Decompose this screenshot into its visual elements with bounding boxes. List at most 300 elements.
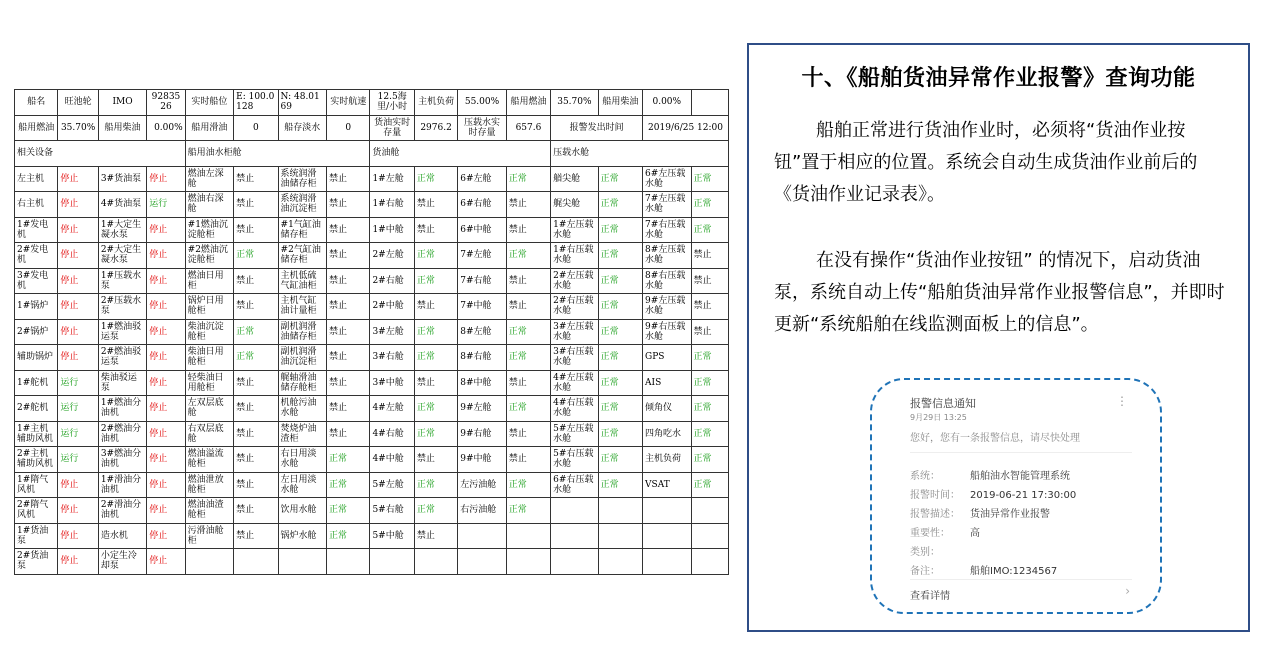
status-cell: [506, 549, 550, 575]
equipment-cell: #1燃油沉淀舱柜: [185, 217, 233, 243]
equipment-cell: 6#右舱: [458, 192, 506, 218]
header-cell: 55.00%: [458, 90, 506, 116]
status-cell: [598, 549, 642, 575]
equipment-cell: 燃油日用柜: [185, 268, 233, 294]
equipment-cell: 机舱污油水舱: [278, 396, 326, 422]
status-cell: [691, 498, 728, 524]
table-row: [15, 243, 729, 269]
header-cell: 实时船位: [185, 90, 233, 116]
status-cell: 正常: [598, 166, 642, 192]
status-cell: 正常: [598, 421, 642, 447]
equipment-cell: 9#右舱: [458, 421, 506, 447]
table-row: [15, 549, 729, 575]
status-cell: 禁止: [327, 166, 370, 192]
status-cell: 正常: [506, 472, 550, 498]
equipment-cell: 燃油右深舱: [185, 192, 233, 218]
status-cell: 正常: [691, 447, 728, 473]
status-cell: 正常: [414, 498, 457, 524]
table-row: [15, 319, 729, 345]
section-header: 相关设备: [15, 141, 186, 167]
panel-title: 十、《船舶货油异常作业报警》查询功能: [801, 66, 1196, 91]
equipment-cell: 1#隋气风机: [15, 472, 58, 498]
divider: [910, 452, 1132, 453]
divider: [910, 579, 1132, 580]
equipment-cell: 6#中舱: [458, 217, 506, 243]
status-cell: 正常: [327, 447, 370, 473]
equipment-cell: VSAT: [643, 472, 691, 498]
header-cell: 船名: [15, 90, 58, 116]
equipment-cell: 右污油舱: [458, 498, 506, 524]
table-row: [15, 498, 729, 524]
equipment-cell: 1#右压载水舱: [551, 243, 598, 269]
header-cell: 2976.2: [414, 115, 457, 141]
status-cell: 停止: [147, 472, 185, 498]
table-header-row: [15, 90, 729, 116]
status-cell: 停止: [147, 217, 185, 243]
equipment-cell: 锅炉水舱: [278, 523, 326, 549]
equipment-cell: 3#发电机: [15, 268, 58, 294]
section-header: 船用油水柜舱: [185, 141, 370, 167]
equipment-cell: 1#右舱: [370, 192, 414, 218]
status-cell: 禁止: [506, 447, 550, 473]
status-cell: 停止: [58, 243, 98, 269]
notification-time: 9月29日 13:25: [910, 413, 967, 422]
header-cell: 2019/6/25 12:00: [643, 115, 729, 141]
header-cell: 0: [327, 115, 370, 141]
table-row: [15, 396, 729, 422]
header-cell: 船用燃油: [506, 90, 550, 116]
status-cell: 停止: [147, 166, 185, 192]
equipment-cell: 8#右舱: [458, 345, 506, 371]
equipment-cell: 焚烧炉油渣柜: [278, 421, 326, 447]
equipment-cell: 柴油日用舱柜: [185, 345, 233, 371]
status-cell: [506, 523, 550, 549]
equipment-cell: 9#左舱: [458, 396, 506, 422]
equipment-cell: 系统润滑油沉淀柜: [278, 192, 326, 218]
equipment-cell: 燃油溢流舱柜: [185, 447, 233, 473]
equipment-cell: 1#发电机: [15, 217, 58, 243]
equipment-cell: 3#左压载水舱: [551, 319, 598, 345]
status-cell: 禁止: [327, 421, 370, 447]
status-cell: 停止: [58, 217, 98, 243]
status-cell: 禁止: [506, 217, 550, 243]
table-row: [15, 370, 729, 396]
equipment-cell: 8#左舱: [458, 319, 506, 345]
status-cell: 禁止: [327, 217, 370, 243]
status-cell: [327, 549, 370, 575]
equipment-cell: 1#舵机: [15, 370, 58, 396]
status-cell: 停止: [147, 498, 185, 524]
status-cell: 禁止: [234, 396, 278, 422]
equipment-cell: 倾角仪: [643, 396, 691, 422]
equipment-cell: 2#左压载水舱: [551, 268, 598, 294]
table-row: [15, 447, 729, 473]
equipment-cell: 1#大定生凝水泵: [98, 217, 146, 243]
header-cell: 船用滑油: [185, 115, 233, 141]
equipment-cell: 1#中舱: [370, 217, 414, 243]
equipment-cell: 5#中舱: [370, 523, 414, 549]
equipment-cell: 2#左舱: [370, 243, 414, 269]
equipment-cell: 8#右压载水舱: [643, 268, 691, 294]
status-cell: 禁止: [234, 268, 278, 294]
equipment-cell: 7#左压载水舱: [643, 192, 691, 218]
header-cell: 35.70%: [58, 115, 98, 141]
status-cell: 正常: [598, 370, 642, 396]
status-cell: 禁止: [327, 345, 370, 371]
header-cell: 船用柴油: [598, 90, 642, 116]
description-paragraph-2: 在没有操作“货油作业按钮” 的情况下，启动货油泵，系统自动上传“船舶货油异常作业报警信息”，并即时更新“系统船舶在线监测面板上的信息”。: [774, 250, 1225, 335]
status-cell: 停止: [147, 447, 185, 473]
status-cell: 正常: [234, 319, 278, 345]
equipment-cell: 辅助锅炉: [15, 345, 58, 371]
status-cell: 正常: [598, 319, 642, 345]
status-cell: [598, 498, 642, 524]
equipment-cell: 6#左舱: [458, 166, 506, 192]
equipment-cell: 1#左压载水舱: [551, 217, 598, 243]
chevron-right-icon[interactable]: ›: [1125, 584, 1130, 598]
status-cell: 正常: [506, 243, 550, 269]
equipment-cell: 小定生冷却泵: [98, 549, 146, 575]
status-cell: 正常: [414, 268, 457, 294]
equipment-cell: [458, 523, 506, 549]
header-cell: E: 100.0128: [234, 90, 278, 116]
status-cell: 禁止: [234, 421, 278, 447]
status-cell: 正常: [414, 243, 457, 269]
table-row: [15, 472, 729, 498]
status-cell: 正常: [691, 472, 728, 498]
equipment-cell: 4#左压载水舱: [551, 370, 598, 396]
equipment-cell: 4#中舱: [370, 447, 414, 473]
field-category: 类别：: [910, 547, 940, 558]
status-cell: 禁止: [327, 192, 370, 218]
header-cell: 主机负荷: [414, 90, 457, 116]
table-row: [15, 523, 729, 549]
status-cell: 禁止: [234, 166, 278, 192]
equipment-cell: 2#右压载水舱: [551, 294, 598, 320]
equipment-cell: 6#左压载水舱: [643, 166, 691, 192]
equipment-cell: 污滑油舱柜: [185, 523, 233, 549]
equipment-cell: 3#中舱: [370, 370, 414, 396]
header-cell: 报警发出时间: [551, 115, 643, 141]
equipment-cell: 副机润滑油沉淀柜: [278, 345, 326, 371]
status-cell: 禁止: [234, 523, 278, 549]
equipment-cell: 2#货油泵: [15, 549, 58, 575]
equipment-cell: 2#主机辅助风机: [15, 447, 58, 473]
status-cell: 停止: [58, 523, 98, 549]
equipment-cell: 艏尖舱: [551, 166, 598, 192]
equipment-cell: [551, 498, 598, 524]
field-alarm-time: 报警时间： 2019-06-21 17:30:00: [910, 490, 1077, 501]
status-cell: 禁止: [327, 294, 370, 320]
equipment-cell: 艉轴滑油储存舱柜: [278, 370, 326, 396]
notification-greeting: 您好，您有一条报警信息，请尽快处理: [910, 433, 1080, 444]
status-cell: 正常: [414, 421, 457, 447]
status-cell: 正常: [598, 217, 642, 243]
equipment-cell: 主机低硫气缸油柜: [278, 268, 326, 294]
status-cell: 停止: [147, 268, 185, 294]
equipment-cell: #2燃油沉淀舱柜: [185, 243, 233, 269]
header-cell: 船用燃油: [15, 115, 58, 141]
status-cell: 运行: [58, 370, 98, 396]
equipment-cell: 3#右压载水舱: [551, 345, 598, 371]
table-row: [15, 192, 729, 218]
status-cell: 正常: [506, 345, 550, 371]
equipment-cell: 7#右舱: [458, 268, 506, 294]
equipment-cell: [643, 523, 691, 549]
status-cell: 禁止: [691, 294, 728, 320]
status-cell: [691, 523, 728, 549]
status-cell: 停止: [147, 549, 185, 575]
status-cell: 正常: [691, 166, 728, 192]
equipment-cell: #1气缸油储存柜: [278, 217, 326, 243]
status-cell: 正常: [506, 396, 550, 422]
equipment-cell: 8#中舱: [458, 370, 506, 396]
status-cell: 正常: [598, 396, 642, 422]
status-cell: 停止: [147, 345, 185, 371]
alert-notification-card: [870, 378, 1162, 614]
equipment-cell: 2#燃油分油机: [98, 421, 146, 447]
header-cell: 实时航速: [327, 90, 370, 116]
status-cell: 禁止: [506, 370, 550, 396]
status-cell: 正常: [691, 396, 728, 422]
header-cell: 旺池轮: [58, 90, 98, 116]
table-row: [15, 217, 729, 243]
section-header: 压载水舱: [551, 141, 729, 167]
status-cell: 正常: [414, 319, 457, 345]
equipment-cell: 5#左舱: [370, 472, 414, 498]
status-cell: 停止: [58, 472, 98, 498]
description-paragraph-1: 船舶正常进行货油作业时，必须将“货油作业按钮”置于相应的位置。系统会自动生成货油作业前后的《货油作业记录表》。: [774, 120, 1198, 205]
equipment-cell: 1#左舱: [370, 166, 414, 192]
status-cell: 停止: [58, 345, 98, 371]
equipment-cell: 副机润滑油储存柜: [278, 319, 326, 345]
status-cell: 禁止: [327, 370, 370, 396]
field-remark: 备注： 船舶IMO:1234567: [910, 566, 1058, 577]
table-row: [15, 268, 729, 294]
status-cell: 停止: [58, 294, 98, 320]
status-cell: 正常: [414, 472, 457, 498]
header-cell: 0.00%: [643, 90, 691, 116]
table-row: [15, 166, 729, 192]
status-cell: 正常: [598, 243, 642, 269]
equipment-cell: 四角吃水: [643, 421, 691, 447]
equipment-cell: 4#右舱: [370, 421, 414, 447]
header-cell: 0.00%: [147, 115, 185, 141]
equipment-cell: 1#锅炉: [15, 294, 58, 320]
equipment-cell: 1#货油泵: [15, 523, 58, 549]
status-cell: 禁止: [414, 294, 457, 320]
header-cell: 9283526: [147, 90, 185, 116]
status-cell: 禁止: [234, 217, 278, 243]
equipment-cell: 5#右舱: [370, 498, 414, 524]
equipment-cell: 7#中舱: [458, 294, 506, 320]
equipment-cell: 右日用淡水舱: [278, 447, 326, 473]
equipment-cell: 柴油驳运泵: [98, 370, 146, 396]
equipment-cell: 燃油泄放舱柜: [185, 472, 233, 498]
status-cell: 正常: [598, 268, 642, 294]
status-cell: 禁止: [234, 294, 278, 320]
equipment-cell: [551, 523, 598, 549]
equipment-cell: 3#右舱: [370, 345, 414, 371]
status-cell: 正常: [327, 498, 370, 524]
more-vertical-icon[interactable]: ⋮: [1116, 394, 1128, 408]
equipment-cell: 系统润滑油储存柜: [278, 166, 326, 192]
equipment-cell: [278, 549, 326, 575]
equipment-cell: 1#燃油分油机: [98, 396, 146, 422]
equipment-cell: 燃油油渣舱柜: [185, 498, 233, 524]
equipment-cell: [551, 549, 598, 575]
status-cell: 正常: [414, 166, 457, 192]
equipment-cell: 右主机: [15, 192, 58, 218]
equipment-cell: GPS: [643, 345, 691, 371]
equipment-cell: 主机负荷: [643, 447, 691, 473]
table-row: [15, 421, 729, 447]
status-cell: 停止: [58, 319, 98, 345]
equipment-cell: 2#中舱: [370, 294, 414, 320]
equipment-cell: 3#货油泵: [98, 166, 146, 192]
status-cell: 停止: [58, 166, 98, 192]
status-cell: 正常: [691, 217, 728, 243]
status-cell: [691, 549, 728, 575]
status-cell: 禁止: [506, 268, 550, 294]
header-cell: 12.5海里/小时: [370, 90, 414, 116]
status-cell: 禁止: [691, 319, 728, 345]
header-cell: 压载水实时存量: [458, 115, 506, 141]
status-cell: 正常: [327, 472, 370, 498]
equipment-cell: 1#燃油驳运泵: [98, 319, 146, 345]
equipment-cell: #2气缸油储存柜: [278, 243, 326, 269]
header-cell: 货油实时存量: [370, 115, 414, 141]
equipment-cell: 8#左压载水舱: [643, 243, 691, 269]
view-details-link[interactable]: 查看详情: [910, 591, 950, 602]
status-cell: 正常: [598, 294, 642, 320]
field-system: 系统： 船舶油水智能管理系统: [910, 471, 1070, 482]
header-cell: [691, 90, 728, 116]
status-cell: 禁止: [414, 370, 457, 396]
equipment-cell: 2#燃油驳运泵: [98, 345, 146, 371]
equipment-cell: AIS: [643, 370, 691, 396]
ship-monitor-table: [14, 89, 729, 575]
status-cell: 正常: [506, 319, 550, 345]
equipment-cell: 饮用水舱: [278, 498, 326, 524]
equipment-cell: 9#左压载水舱: [643, 294, 691, 320]
equipment-cell: 2#大定生凝水泵: [98, 243, 146, 269]
equipment-cell: 1#压载水泵: [98, 268, 146, 294]
equipment-cell: 2#压载水泵: [98, 294, 146, 320]
status-cell: 正常: [598, 192, 642, 218]
equipment-cell: 5#左压载水舱: [551, 421, 598, 447]
header-cell: N: 48.0169: [278, 90, 326, 116]
status-cell: 禁止: [234, 498, 278, 524]
status-cell: 禁止: [506, 294, 550, 320]
status-cell: 正常: [414, 345, 457, 371]
status-cell: 停止: [147, 243, 185, 269]
status-cell: 正常: [598, 345, 642, 371]
status-cell: 停止: [58, 498, 98, 524]
equipment-cell: 6#右压载水舱: [551, 472, 598, 498]
equipment-cell: [185, 549, 233, 575]
status-cell: 停止: [58, 268, 98, 294]
equipment-cell: 5#右压载水舱: [551, 447, 598, 473]
status-cell: 禁止: [506, 192, 550, 218]
status-cell: 停止: [147, 523, 185, 549]
field-alarm-description: 报警描述： 货油异常作业报警: [910, 509, 1050, 520]
equipment-cell: 左主机: [15, 166, 58, 192]
equipment-cell: 9#右压载水舱: [643, 319, 691, 345]
equipment-cell: 造水机: [98, 523, 146, 549]
header-cell: 657.6: [506, 115, 550, 141]
status-cell: 正常: [506, 498, 550, 524]
table-header-row: [15, 115, 729, 141]
notification-body: [890, 386, 1146, 608]
header-cell: 船用柴油: [98, 115, 146, 141]
equipment-cell: 主机气缸油计量柜: [278, 294, 326, 320]
status-cell: 正常: [234, 243, 278, 269]
equipment-cell: [643, 549, 691, 575]
equipment-cell: 7#左舱: [458, 243, 506, 269]
equipment-cell: 1#主机辅助风机: [15, 421, 58, 447]
status-cell: 禁止: [414, 217, 457, 243]
status-cell: 禁止: [234, 447, 278, 473]
equipment-cell: 1#滑油分油机: [98, 472, 146, 498]
equipment-cell: 2#锅炉: [15, 319, 58, 345]
equipment-cell: 2#隋气风机: [15, 498, 58, 524]
section-header-row: [15, 141, 729, 167]
status-cell: 正常: [691, 370, 728, 396]
status-cell: 禁止: [234, 472, 278, 498]
equipment-cell: 轻柴油日用舱柜: [185, 370, 233, 396]
status-cell: 正常: [414, 396, 457, 422]
equipment-cell: 7#右压载水舱: [643, 217, 691, 243]
status-cell: 停止: [147, 294, 185, 320]
status-cell: 停止: [58, 192, 98, 218]
equipment-cell: 左双层底舱: [185, 396, 233, 422]
status-cell: 正常: [506, 166, 550, 192]
status-cell: 禁止: [327, 319, 370, 345]
status-cell: 禁止: [506, 421, 550, 447]
header-cell: 0: [234, 115, 278, 141]
status-cell: 禁止: [327, 396, 370, 422]
status-cell: 停止: [147, 421, 185, 447]
equipment-cell: 9#中舱: [458, 447, 506, 473]
status-cell: 运行: [58, 421, 98, 447]
status-cell: 停止: [147, 370, 185, 396]
status-cell: 停止: [147, 319, 185, 345]
status-cell: [414, 549, 457, 575]
equipment-cell: 柴油沉淀舱柜: [185, 319, 233, 345]
status-cell: 正常: [691, 421, 728, 447]
header-cell: 船存淡水: [278, 115, 326, 141]
status-cell: 运行: [58, 447, 98, 473]
status-cell: 正常: [691, 345, 728, 371]
status-cell: 正常: [234, 345, 278, 371]
status-cell: 禁止: [414, 192, 457, 218]
status-cell: 禁止: [327, 268, 370, 294]
equipment-cell: 4#左舱: [370, 396, 414, 422]
equipment-cell: 2#右舱: [370, 268, 414, 294]
status-cell: 停止: [58, 549, 98, 575]
equipment-cell: [370, 549, 414, 575]
status-cell: 禁止: [234, 192, 278, 218]
equipment-cell: 3#燃油分油机: [98, 447, 146, 473]
equipment-cell: 2#舵机: [15, 396, 58, 422]
equipment-cell: [643, 498, 691, 524]
status-cell: [234, 549, 278, 575]
status-cell: 正常: [598, 447, 642, 473]
equipment-cell: 燃油左深舱: [185, 166, 233, 192]
equipment-cell: 艉尖舱: [551, 192, 598, 218]
section-header: 货油舱: [370, 141, 551, 167]
